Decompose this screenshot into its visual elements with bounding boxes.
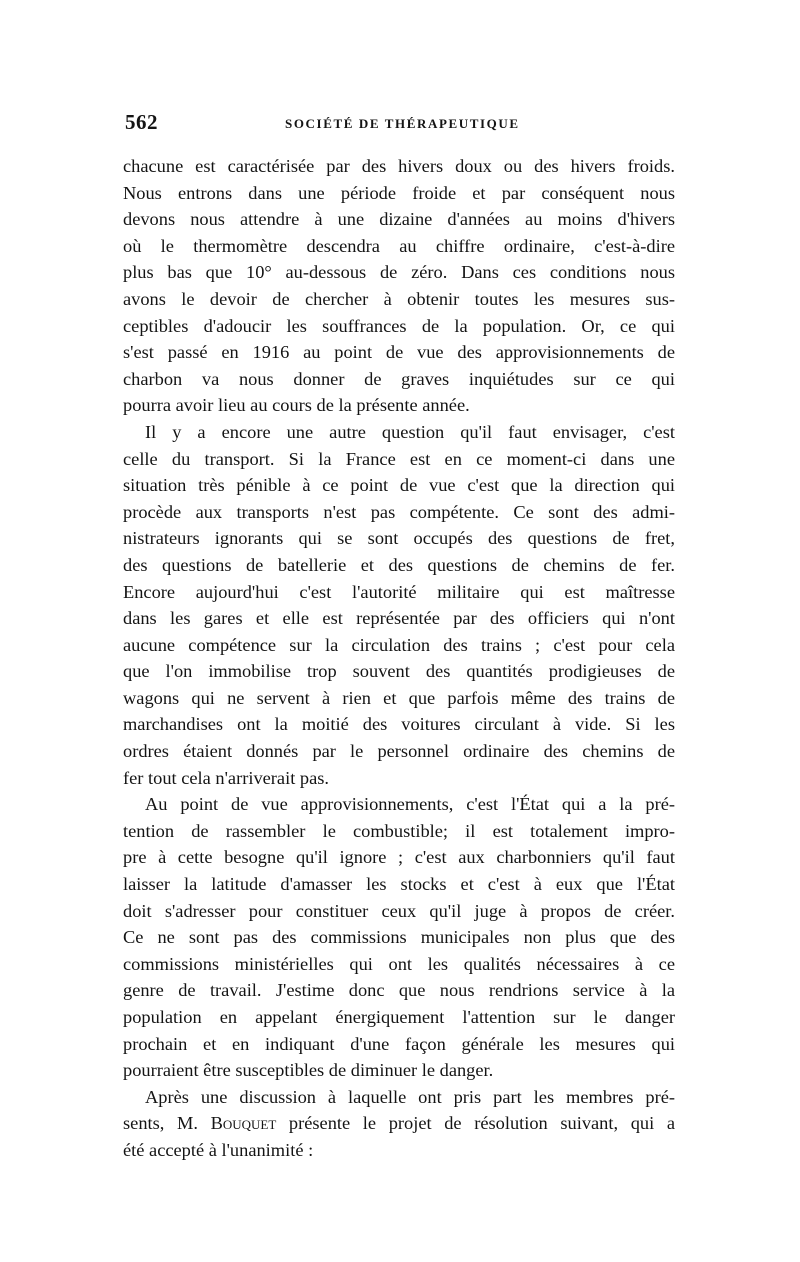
- text-line: s'est passé en 1916 au point de vue des approvisionnements de: [123, 342, 675, 363]
- text-line: doit s'adresser pour constituer ceux qu'il juge à propos de créer.: [123, 900, 675, 921]
- running-head: [125, 110, 673, 140]
- text-line: que l'on immobilise trop souvent des quantités prodigieuses de: [123, 661, 675, 682]
- text-line: Il y a encore une autre question qu'il faut envisager, c'est: [145, 421, 675, 442]
- text-line: tention de rassembler le combustible; il est totalement impro-: [123, 820, 675, 841]
- text-line: des questions de batellerie et des questions de chemins de fer.: [123, 554, 675, 575]
- text-line: charbon va nous donner de graves inquiétudes sur ce qui: [123, 368, 675, 389]
- text-line: procède aux transports n'est pas compétente. Ce sont des admi-: [123, 501, 675, 522]
- text-line: chacune est caractérisée par des hivers doux ou des hivers froids.: [123, 156, 675, 176]
- text-line: été accepté à l'unanimité :: [123, 1139, 314, 1160]
- text-fragment: sents, M.: [123, 1113, 211, 1134]
- text-line: laisser la latitude d'amasser les stocks et c'est à eux que l'État: [123, 874, 675, 895]
- running-title: SOCIÉTÉ DE THÉRAPEUTIQUE: [285, 116, 520, 131]
- text-line: Encore aujourd'hui c'est l'autorité militaire qui est maîtresse: [123, 581, 675, 602]
- text-line: population en appelant énergiquement l'attention sur le danger: [123, 1007, 675, 1027]
- paragraph-4: [123, 1084, 675, 1164]
- text-line: fer tout cela n'arriverait pas.: [123, 767, 330, 788]
- paragraph-2: [123, 419, 675, 791]
- text-line: Après une discussion à laquelle ont pris part les membres pré-: [145, 1086, 675, 1107]
- text-line: aucune compétence sur la circulation des trains ; c'est pour cela: [123, 634, 675, 655]
- text-line: Au point de vue approvisionnements, c'est l'État qui a la pré-: [145, 794, 675, 815]
- text-line: [123, 1110, 675, 1137]
- text-line: pourra avoir lieu au cours de la présente année.: [123, 395, 470, 416]
- text-line: wagons qui ne servent à rien et que parfois même des trains de: [123, 687, 675, 708]
- text-line: dans les gares et elle est représentée par des officiers qui n'ont: [123, 608, 675, 629]
- text-fragment: présente le projet de résolution suivant, qui a: [276, 1113, 675, 1134]
- text-line: prochain et en indiquant d'une façon générale les mesures qui: [123, 1033, 675, 1054]
- paragraph-3: [123, 791, 675, 1084]
- text-line: pourraient être susceptibles de diminuer le danger.: [123, 1060, 494, 1081]
- text-line: devons nous attendre à une dizaine d'années au moins d'hivers: [123, 209, 675, 230]
- paragraph-1: [123, 153, 675, 419]
- text-line: situation très pénible à ce point de vue c'est que la direction qui: [123, 475, 675, 496]
- text-line: Nous entrons dans une période froide et par conséquent nous: [123, 182, 675, 203]
- text-line: nistrateurs ignorants qui se sont occupés des questions de fret,: [123, 528, 675, 549]
- text-line: ordres étaient donnés par le personnel ordinaire des chemins de: [123, 741, 675, 762]
- text-line: Ce ne sont pas des commissions municipales non plus que des: [123, 927, 675, 948]
- text-line: genre de travail. J'estime donc que nous rendrions service à la: [123, 980, 675, 1001]
- body-text: [123, 153, 675, 1164]
- text-line: pre à cette besogne qu'il ignore ; c'est aux charbonniers qu'il faut: [123, 847, 675, 868]
- text-line: où le thermomètre descendra au chiffre ordinaire, c'est-à-dire: [123, 235, 675, 256]
- text-line: marchandises ont la moitié des voitures circulant à vide. Si les: [123, 714, 675, 735]
- text-line: celle du transport. Si la France est en ce moment-ci dans une: [123, 448, 675, 469]
- text-line: plus bas que 10° au-dessous de zéro. Dans ces conditions nous: [123, 262, 675, 283]
- text-line: commissions ministérielles qui ont les qualités nécessaires à ce: [123, 953, 675, 974]
- text-line: avons le devoir de chercher à obtenir toutes les mesures sus-: [123, 288, 675, 309]
- text-line: ceptibles d'adoucir les souffrances de la population. Or, ce qui: [123, 315, 675, 336]
- page-number: 562: [125, 110, 158, 134]
- author-name: Bouquet: [210, 1113, 277, 1134]
